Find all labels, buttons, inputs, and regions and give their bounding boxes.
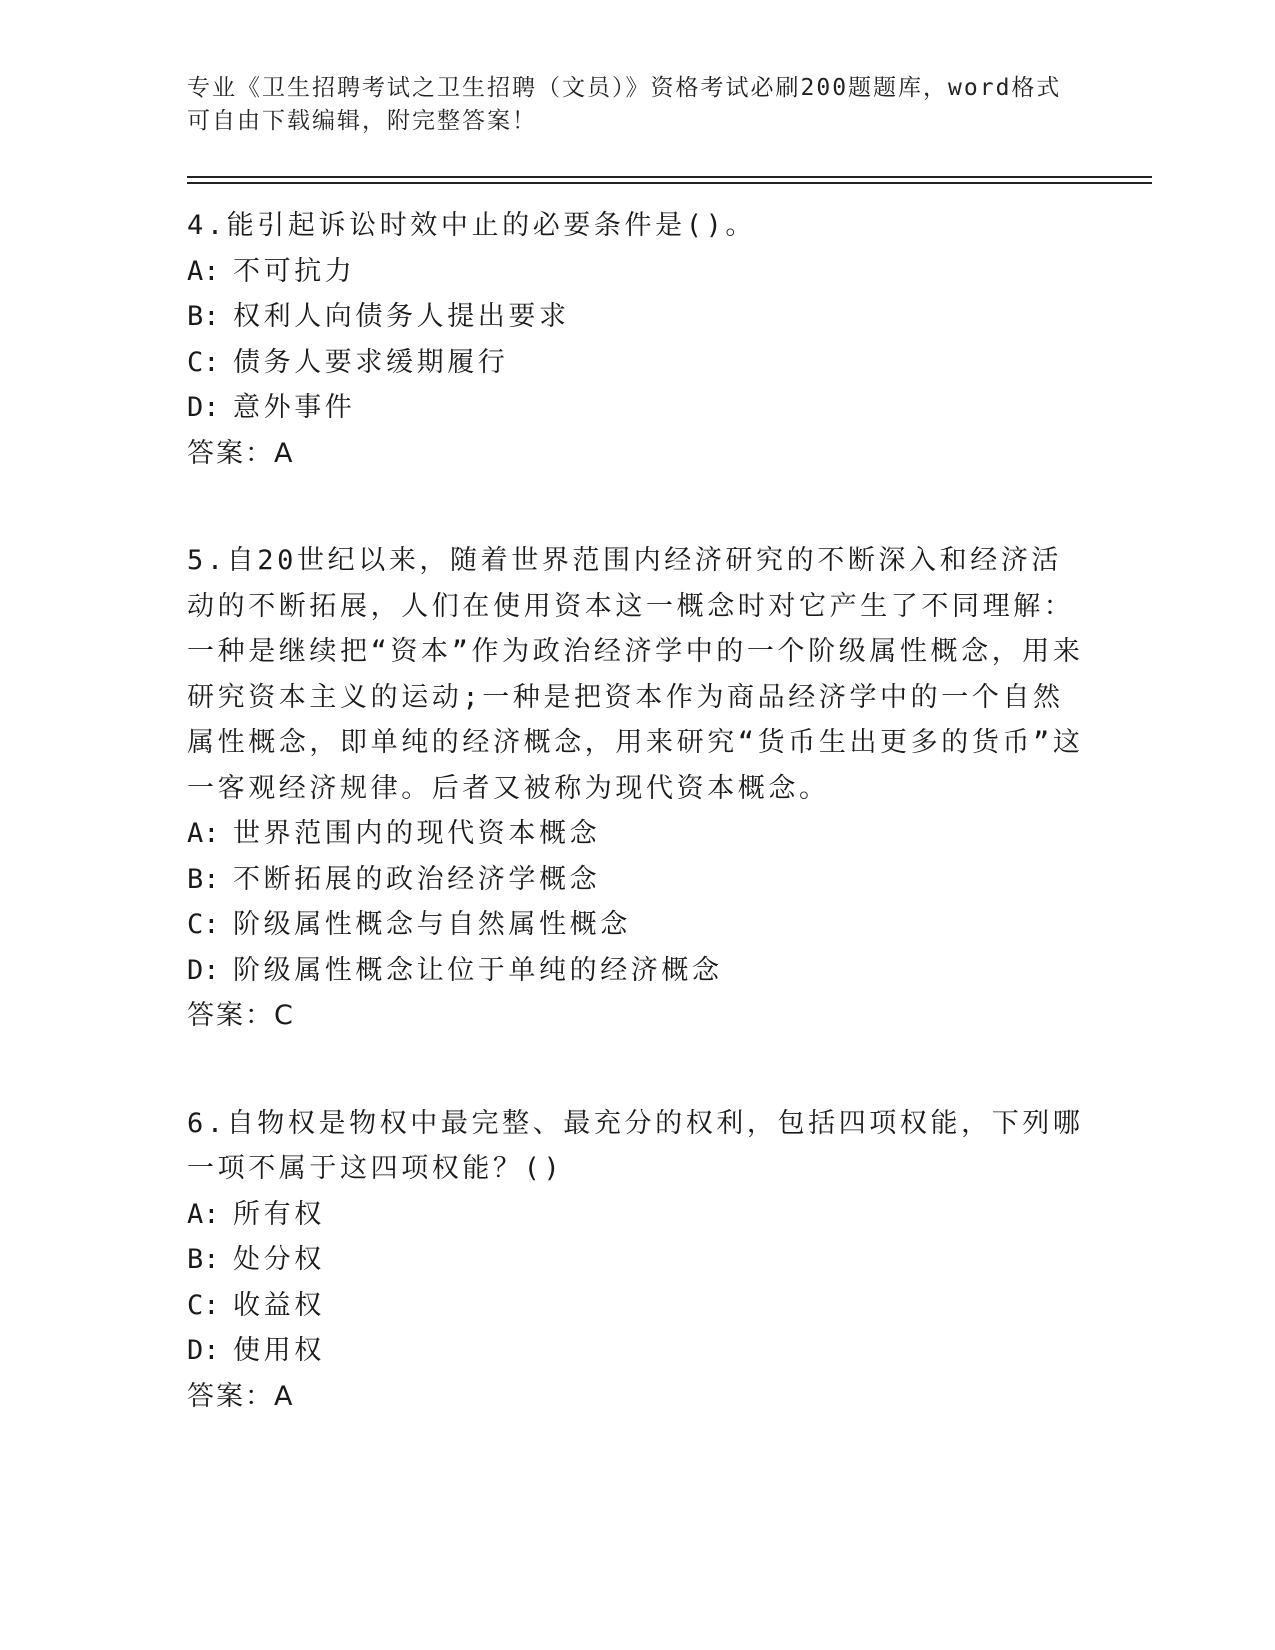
question-stem: 4.能引起诉讼时效中止的必要条件是()。 [187, 210, 757, 241]
answer-line: 答案：A [187, 1380, 295, 1412]
option-key: A: [187, 255, 220, 287]
question-item [187, 203, 1087, 476]
question-stem: 6.自物权是物权中最完整、最充分的权利，包括四项权能，下列哪一项不属于这四项权能？() [187, 1107, 1084, 1184]
option-key: B: [187, 1244, 220, 1275]
option-text: 阶级属性概念与自然属性概念 [233, 909, 631, 940]
header-line-1: 专业《卫生招聘考试之卫生招聘（文员）》资格考试必刷200题题库，word格式 [187, 75, 1062, 101]
question-item [187, 538, 1087, 1039]
option-d [187, 1328, 1087, 1374]
header-divider-bottom [187, 182, 1152, 184]
option-key: C: [187, 346, 220, 378]
document-header [187, 72, 1077, 138]
option-text: 收益权 [233, 1289, 325, 1321]
option-key: A: [187, 1198, 220, 1230]
question-item [187, 1101, 1087, 1420]
option-key: D: [187, 1335, 220, 1366]
option-text: 债务人要求缓期履行 [233, 346, 509, 378]
option-c [187, 902, 1087, 948]
answer-line: 答案：A [187, 437, 295, 469]
question-stem: 5.自20世纪以来，随着世界范围内经济研究的不断深入和经济活动的不断拓展，人们在使用资本这一概念时对它产生了不同理解：一种是继续把“资本”作为政治经济学中的一个阶级属性概念，用来研究资本主义的运动;一种是把资本作为商品经济学中的一个自然属性概念，即单纯的经济概念，用来研究“货币生出更多的货币”这一客观经济规律。后者又被称为现代资本概念。 [187, 545, 1084, 804]
option-text: 世界范围内的现代资本概念 [233, 818, 601, 849]
option-text: 权利人向债务人提出要求 [233, 301, 570, 332]
option-b [187, 294, 1087, 340]
option-key: C: [187, 909, 220, 940]
header-line-2: 可自由下载编辑，附完整答案！ [187, 108, 537, 134]
option-text: 意外事件 [233, 392, 356, 423]
option-a [187, 811, 1087, 857]
question-list [187, 203, 1087, 1481]
option-d [187, 385, 1087, 431]
header-divider-top [187, 176, 1152, 178]
option-b [187, 857, 1087, 903]
option-a [187, 1192, 1087, 1238]
option-key: A: [187, 818, 220, 849]
option-text: 不可抗力 [233, 255, 356, 287]
option-c [187, 1283, 1087, 1329]
answer-line: 答案：C [187, 1000, 295, 1031]
option-d [187, 948, 1087, 994]
option-text: 阶级属性概念让位于单纯的经济概念 [233, 954, 723, 986]
option-text: 所有权 [233, 1198, 325, 1230]
option-a [187, 249, 1087, 295]
option-key: B: [187, 863, 220, 895]
option-key: C: [187, 1289, 220, 1321]
option-text: 不断拓展的政治经济学概念 [233, 863, 601, 895]
option-c [187, 340, 1087, 386]
option-text: 处分权 [233, 1244, 325, 1275]
option-text: 使用权 [233, 1335, 325, 1366]
option-key: D: [187, 954, 220, 986]
option-key: D: [187, 392, 220, 423]
option-b [187, 1237, 1087, 1283]
option-key: B: [187, 301, 220, 332]
